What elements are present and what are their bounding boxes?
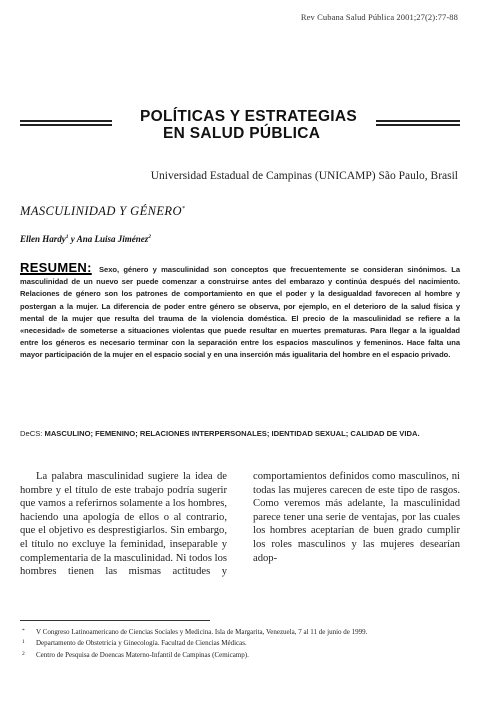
footnote-text: Centro de Pesquisa de Doencas Materno-Infantil de Campinas (Cemicamp). xyxy=(36,650,249,659)
journal-header: Rev Cubana Salud Pública 2001;27(2):77-88 xyxy=(300,12,458,22)
footnote-text: V Congreso Latinoamericano de Ciencias Sociales y Medicina. Isla de Margarita, Venezuela, 7 al 11 de junio de 1999. xyxy=(36,628,368,636)
author-2-note: 2 xyxy=(148,234,151,240)
heading-rule-left-bottom xyxy=(20,124,112,126)
section-title xyxy=(118,108,372,142)
footnote-mark: 1 xyxy=(22,639,25,646)
section-title-line1: POLÍTICAS Y ESTRATEGIAS xyxy=(140,108,358,125)
section-title-line2: EN SALUD PÚBLICA xyxy=(163,125,321,142)
footnote xyxy=(20,628,460,637)
decs-terms: MASCULINO; FEMENINO; RELACIONES INTERPERSONALES; IDENTIDAD SEXUAL; CALIDAD DE VIDA. xyxy=(44,429,420,438)
body-paragraph: La palabra masculinidad sugiere la idea de hombre y el título de este trabajo podría sugerir que vamos a referirnos solamente a los hombres, haciendo una apología de ellos o al contrario, que el objetivo es desprestigiarlos. Sin embargo, el título no excluye la feminidad, inseparable y complementaria de la masculinidad. Ni todos los hombres tienen las mismas actitudes y comportamientos definidos como masculinos, ni todas las mujeres carecen de este tipo de rasgos. Como veremos más adelante, la masculinidad parece tener una serie de ventajas, por las cuales los hombres aceptarían de buen grado cumplir los roles masculinos y las mujeres desearían adop- xyxy=(20,471,460,578)
author-list xyxy=(20,234,151,244)
footnote-text: Departamento de Obstetricia y Ginecología. Facultad de Ciencias Médicas. xyxy=(36,639,247,648)
abstract-text: Sexo, género y masculinidad son conceptos que frecuentemente se consideran sinónimos. La masculinidad de un nuevo ser puede comenzar a construirse antes del embarazo y continúa después del nacimiento. Relaciones de género son los patrones de comportamiento en que el poder y la desigualdad favorecen al hombre y postergan a la mujer. La diferencia de poder entre género se observa, por ejemplo, en el deterioro de la salud física y mental de la mujer que resulta del trauma de la violencia doméstica. El precio de la masculinidad se refiere a la «necesidad» de someterse a situaciones violentas que puede resultar en muertes prematuras. Para llegar a la igualdad entre los géneros es necesario terminar con la separación entre los espacios masculinos y femeninos. Hace falta una mayor participación de la mujer en el espacio social y en una inserción más igualitaria del hombre en el espacio privado. xyxy=(20,265,460,360)
footnote-divider xyxy=(20,620,210,621)
author-conjunction: y xyxy=(68,234,77,244)
heading-rule-right-top xyxy=(376,120,460,122)
body-text xyxy=(20,470,460,610)
heading-rule-right-bottom xyxy=(376,124,460,126)
footnotes xyxy=(20,628,460,662)
decs-label: DeCS: xyxy=(20,429,43,438)
author-2: Ana Luisa Jiménez xyxy=(76,234,149,244)
abstract xyxy=(20,262,460,362)
article-title-footnote-mark: * xyxy=(181,205,186,212)
author-1-note: 1 xyxy=(65,234,69,240)
decs-keywords xyxy=(20,428,460,440)
author-1: Ellen Hardy xyxy=(20,234,66,244)
footnote-mark: 2 xyxy=(22,650,25,657)
section-heading xyxy=(20,108,460,152)
footnote xyxy=(20,651,460,660)
abstract-label: RESUMEN: xyxy=(20,260,92,275)
footnote xyxy=(20,639,460,648)
article-title-text: MASCULINIDAD Y GÉNERO xyxy=(20,204,182,218)
article-title xyxy=(20,204,185,219)
footnote-mark: * xyxy=(22,628,25,634)
affiliation: Universidad Estadual de Campinas (UNICAMP) São Paulo, Brasil xyxy=(150,170,458,182)
heading-rule-left-top xyxy=(20,120,112,122)
